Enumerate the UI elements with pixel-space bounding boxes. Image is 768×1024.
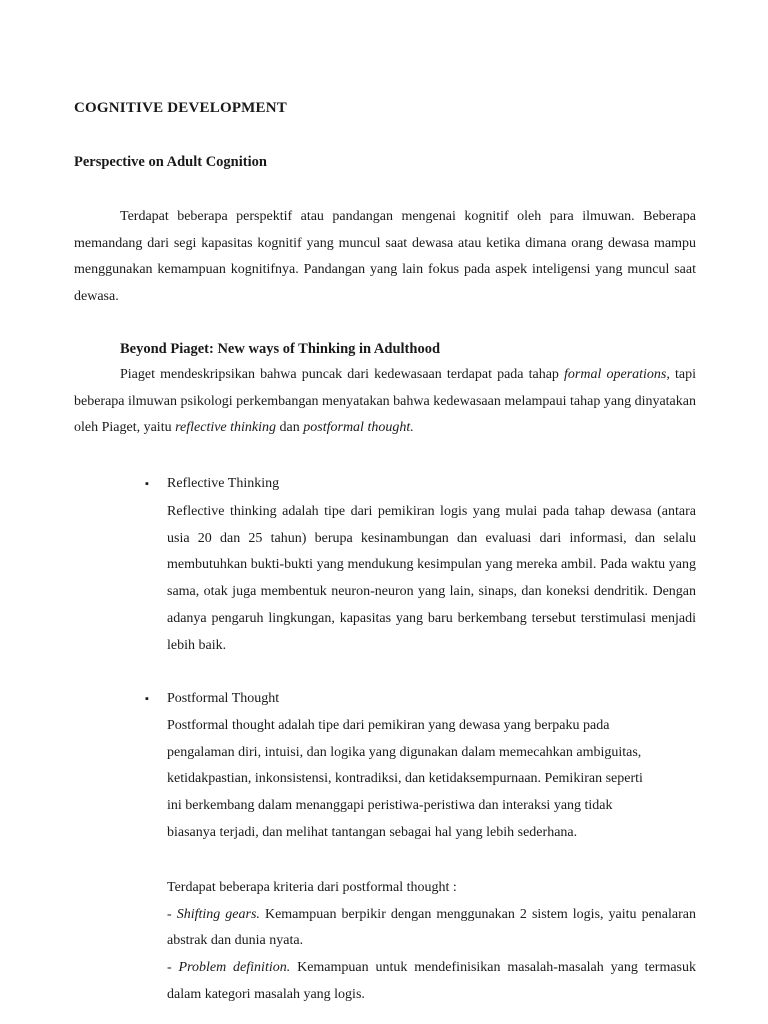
piaget-term-postformal: postformal thought. — [303, 420, 414, 436]
section-subtitle: Perspective on Adult Cognition — [74, 154, 267, 170]
criteria-prefix: - — [167, 960, 179, 976]
bullet-label: Reflective Thinking — [167, 476, 280, 491]
criteria-intro: Terdapat beberapa kriteria dari postformal thought : — [167, 880, 457, 895]
piaget-term-reflective: reflective thinking — [175, 420, 277, 436]
document-title: COGNITIVE DEVELOPMENT — [74, 100, 287, 116]
text-line: biasanya terjadi, dan melihat tantangan sebagai hal yang lebih sederhana. — [167, 824, 578, 840]
piaget-text-3: dan — [276, 420, 304, 436]
intro-paragraph — [74, 204, 696, 311]
text-line: pengalaman diri, intuisi, dan logika yang digunakan dalam memecahkan ambiguitas, — [167, 744, 642, 760]
intro-paragraph-text: Terdapat beberapa perspektif atau pandangan mengenai kognitif oleh para ilmuwan. Beberapa memandang dari segi kapasitas kognitif yang muncul saat dewasa atau ketika dimana orang dewasa mampu menggunakan kemampuan kognitifnya. Pandangan yang lain fokus pada aspek inteligensi yang muncul saat dewasa. — [74, 209, 696, 305]
reflective-thinking-text: Reflective thinking adalah tipe dari pemikiran logis yang mulai pada tahap dewasa (antara usia 20 dan 25 tahun) berupa kesinambungan dan evaluasi dari informasi, dan selalu membutuhkan bukti-bukti yang mendukung kesimpulan yang mereka ambil. Pada waktu yang sama, otak juga membentuk neuron-neuron yang lain, sinaps, dan koneksi dendritik. Dengan adanya pengaruh lingkungan, kapasitas yang baru berkembang tersebut terstimulasi menjadi lebih baik. — [167, 504, 696, 653]
criteria-item-shifting-gears — [167, 902, 696, 955]
bullet-icon: ▪ — [145, 478, 149, 490]
text-line: ini berkembang dalam menanggapi peristiwa-peristiwa dan interaksi yang tidak — [167, 798, 613, 814]
piaget-paragraph — [74, 362, 696, 442]
piaget-text-1: Piaget mendeskripsikan bahwa puncak dari kedewasaan terdapat pada tahap — [120, 367, 565, 382]
criteria-term: Problem definition. — [178, 960, 291, 976]
criteria-prefix: - — [167, 906, 177, 922]
section-heading: Beyond Piaget: New ways of Thinking in Adulthood — [120, 341, 441, 357]
piaget-term-formal: formal operations, — [564, 367, 670, 382]
text-line: ketidakpastian, inkonsistensi, kontradiksi, dan ketidaksempurnaan. Pemikiran seperti — [167, 771, 643, 787]
piaget-text-2: tapi beberapa ilmuwan psikologi perkembangan menyatakan bahwa kedewasaan melampaui tahap yang dinyatakan oleh Piaget, yaitu — [74, 367, 696, 436]
bullet-label: Postformal Thought — [167, 691, 280, 706]
criteria-item-problem-definition — [167, 955, 696, 1008]
criteria-text: Kemampuan untuk mendefinisikan masalah-masalah yang termasuk dalam kategori masalah yang logis. — [167, 960, 696, 1002]
criteria-text: Kemampuan berpikir dengan menggunakan 2 sistem logis, yaitu penalaran abstrak dan dunia nyata. — [167, 906, 696, 949]
criteria-block — [167, 875, 696, 1009]
postformal-thought-text — [167, 713, 696, 847]
criteria-term: Shifting gears. — [176, 906, 260, 922]
text-line: Postformal thought adalah tipe dari pemikiran yang dewasa yang berpaku pada — [167, 718, 610, 733]
bullet-icon: ▪ — [145, 693, 149, 705]
